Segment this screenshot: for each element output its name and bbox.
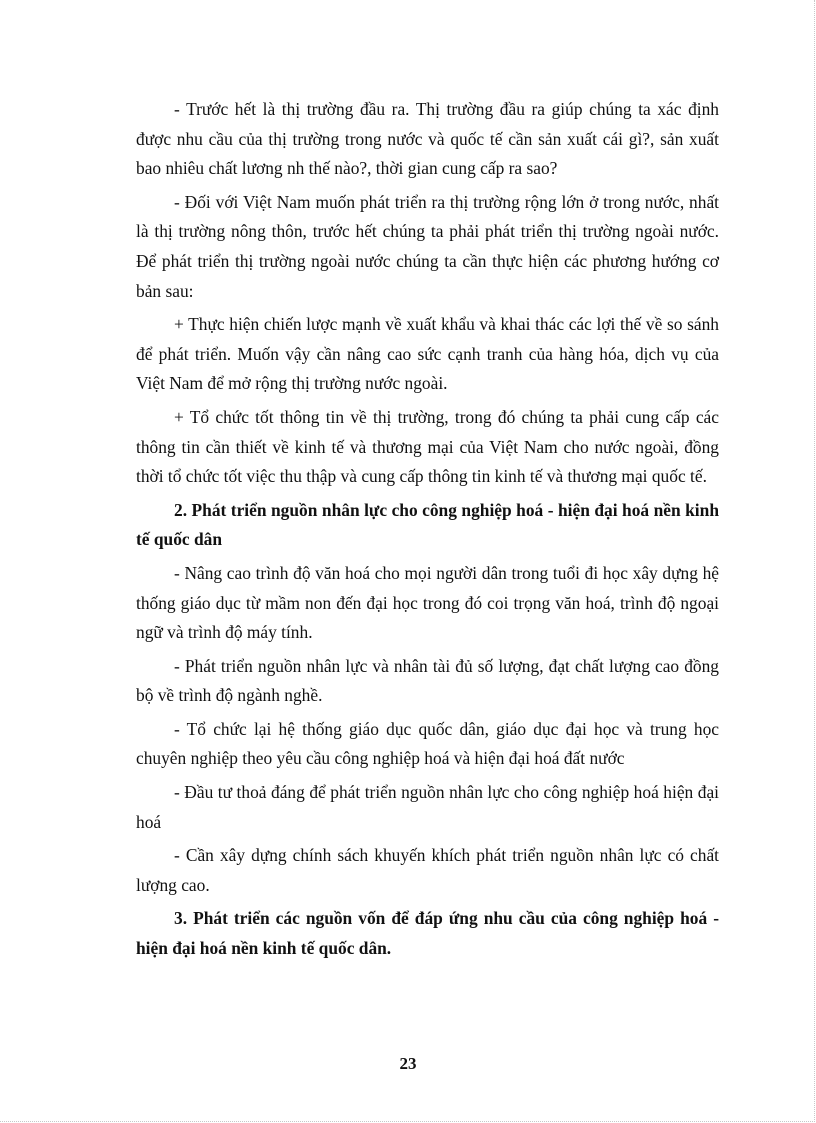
paragraph-vietnam-market: - Đối với Việt Nam muốn phát triển ra thị trường rộng lớn ở trong nước, nhất là thị trường nông thôn, trước hết chúng ta phải phát triển thị trường ngoài nước. Để phát triển thị trường ngoài nước chúng ta cần thực hiện các phương hướng cơ bản sau: bbox=[136, 191, 719, 301]
paragraph-talent-development: - Phát triển nguồn nhân lực và nhân tài đủ số lượng, đạt chất lượng cao đồng bộ về trình độ ngành nghề. bbox=[136, 655, 719, 706]
paragraph-incentive-policy: - Cần xây dựng chính sách khuyến khích phát triển nguồn nhân lực có chất lượng cao. bbox=[136, 845, 719, 895]
section-heading-human-resources: 2. Phát triển nguồn nhân lực cho công nghiệp hoá - hiện đại hoá nền kinh tế quốc dân bbox=[136, 499, 719, 550]
paragraph-market-information: + Tổ chức tốt thông tin về thị trường, trong đó chúng ta phải cung cấp các thông tin cần thiết về kinh tế và thương mại của Việt Nam cho nước ngoài, đồng thời tổ chức tốt việc thu thập và cung cấp thông tin kinh tế và thương mại quốc tế. bbox=[136, 406, 719, 487]
paragraph-education-level: - Nâng cao trình độ văn hoá cho mọi người dân trong tuổi đi học xây dựng hệ thống giáo dục từ mầm non đến đại học trong đó coi trọng văn hoá, trình độ ngoại ngữ và trình độ máy tính. bbox=[136, 562, 719, 643]
page-number: 23 bbox=[399, 1054, 417, 1073]
paragraph-output-market: - Trước hết là thị trường đầu ra. Thị trường đầu ra giúp chúng ta xác định được nhu cầu của thị trường trong nước và quốc tế cần sản xuất cái gì?, sản xuất bao nhiêu chất lương nh thế nào?, thời gian cung cấp ra sao? bbox=[136, 99, 719, 179]
paragraph-education-system: - Tổ chức lại hệ thống giáo dục quốc dân, giáo dục đại học và trung học chuyên nghiệp theo yêu cầu công nghiệp hoá và hiện đại hoá đất nước bbox=[136, 718, 719, 769]
section-heading-capital-sources: 3. Phát triển các nguồn vốn để đáp ứng nhu cầu của công nghiệp hoá - hiện đại hoá nền kinh tế quốc dân. bbox=[136, 908, 719, 959]
document-body bbox=[136, 95, 719, 964]
paragraph-export-strategy: + Thực hiện chiến lược mạnh về xuất khẩu và khai thác các lợi thế về so sánh để phát triển. Muốn vậy cần nâng cao sức cạnh tranh của hàng hóa, dịch vụ của Việt Nam để mở rộng thị trường nước ngoài. bbox=[136, 314, 719, 394]
paragraph-investment: - Đầu tư thoả đáng để phát triển nguồn nhân lực cho công nghiệp hoá hiện đại hoá bbox=[136, 782, 719, 832]
